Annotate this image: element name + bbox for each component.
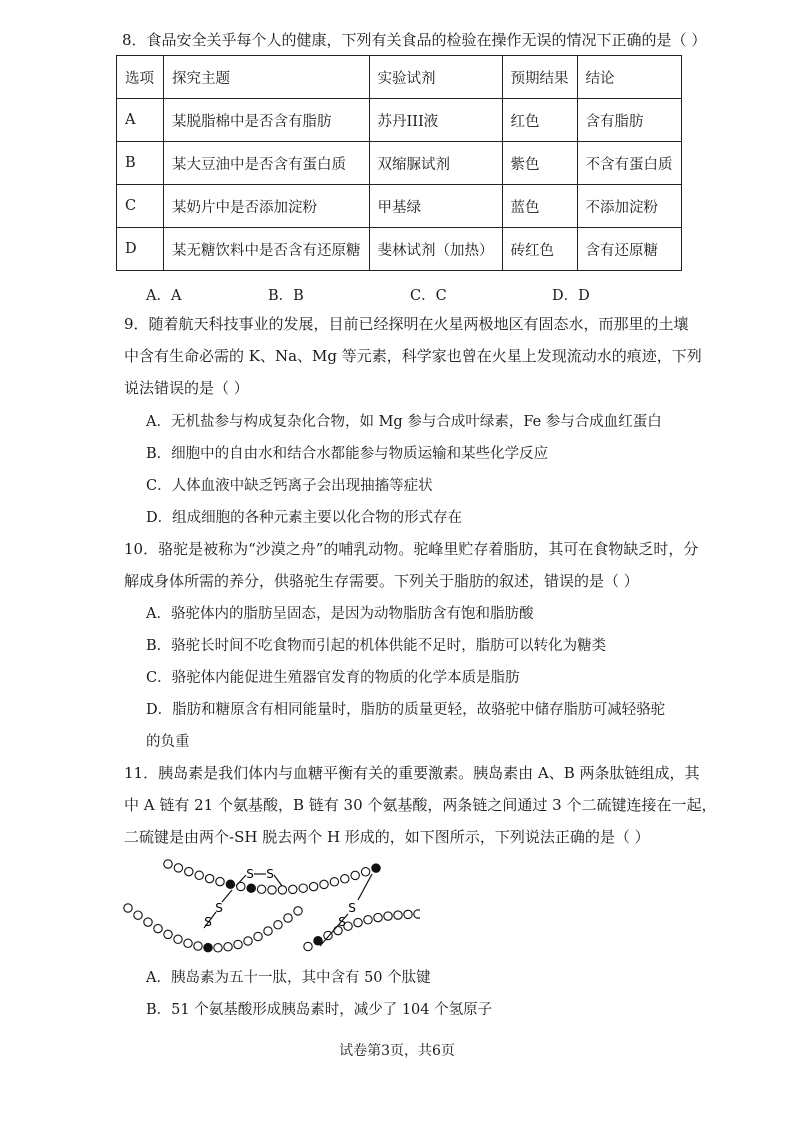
amino-acid-bead [154,924,162,932]
q10-option-b[interactable]: B．骆驼长时间不吃食物而引起的机体供能不足时，脂肪可以转化为糖类 [146,638,607,654]
amino-acid-bead [404,910,412,918]
amino-acid-bead [194,942,202,950]
q9-stem-line: 9．随着航天科技事业的发展，目前已经探明在火星两极地区有固态水，而那里的土壤 [124,315,689,333]
cysteine-bead [226,880,234,888]
q11-option-b[interactable]: B．51 个氨基酸形成胰岛素时，减少了 104 个氢原子 [146,1002,493,1018]
q9-stem-line: 说法错误的是（ ） [124,379,249,397]
q9-option-b[interactable]: B．细胞中的自由水和结合水都能参与物质运输和某些化学反应 [146,446,549,462]
table-cell: 苏丹III液 [369,99,502,142]
amino-acid-bead [244,937,252,945]
amino-acid-bead [299,884,307,892]
disulfide-s-label: S [204,915,212,929]
q11-stem-line: 二硫键是由两个-SH 脱去两个 H 形成的，如下图所示，下列说法正确的是（ ） [124,828,650,846]
amino-acid-bead [164,860,172,868]
table-header-cell: 结论 [577,56,681,99]
amino-acid-bead [268,886,276,894]
q11-option-a[interactable]: A．胰岛素为五十一肽，其中含有 50 个肽键 [146,970,431,986]
table-header-cell: 选项 [117,56,164,99]
insulin-chain-diagram [120,850,420,960]
amino-acid-bead [216,877,224,885]
table-header-cell: 实验试剂 [369,56,502,99]
table-cell: 含有还原糖 [577,228,681,271]
amino-acid-bead [374,913,382,921]
disulfide-s-label: S [338,915,346,929]
amino-acid-bead [184,939,192,947]
disulfide-s-label: S [215,901,223,915]
amino-acid-bead [224,943,232,951]
table-cell: D [117,228,164,271]
amino-acid-bead [134,911,142,919]
q9-option-c[interactable]: C．人体血液中缺乏钙离子会出现抽搐等症状 [146,478,433,494]
q10-option-a[interactable]: A．骆驼体内的脂肪呈固态，是因为动物脂肪含有饱和脂肪酸 [146,606,534,622]
amino-acid-bead [341,875,349,883]
table-cell: 斐林试剂（加热） [369,228,502,271]
table-cell: 不含有蛋白质 [577,142,681,185]
disulfide-s-label: S [246,867,254,881]
table-cell: 某脱脂棉中是否含有脂肪 [164,99,370,142]
amino-acid-bead [324,931,332,939]
q11-stem-line: 中 A 链有 21 个氨基酸，B 链有 30 个氨基酸，两条链之间通过 3 个二硫键连接在一起， [124,796,717,814]
cysteine-bead [204,943,212,951]
table-row [117,99,682,142]
q9-stem-line: 中含有生命必需的 K、Na、Mg 等元素，科学家也曾在火星上发现流动水的痕迹，下列 [124,347,702,365]
q8-option-a[interactable]: A．A [146,288,182,304]
q10-option-d[interactable]: D．脂肪和糖原含有相同能量时，脂肪的质量更轻，故骆驼中储存脂肪可减轻骆驼 [146,702,666,718]
table-cell: 某大豆油中是否含有蛋白质 [164,142,370,185]
amino-acid-bead [351,871,359,879]
amino-acid-bead [364,916,372,924]
amino-acid-bead [254,932,262,940]
q11-stem-line: 11．胰岛素是我们体内与血糖平衡有关的重要激素。胰岛素由 A、B 两条肽链组成，其 [124,764,700,782]
amino-acid-bead [309,882,317,890]
table-row [117,142,682,185]
table-cell: 红色 [502,99,577,142]
amino-acid-bead [330,878,338,886]
page-footer: 试卷第3页，共6页 [339,1043,455,1059]
q10-stem-line: 解成身体所需的养分，供骆驼生存需要。下列关于脂肪的叙述，错误的是（ ） [124,572,639,590]
amino-acid-bead [284,914,292,922]
amino-acid-bead [124,904,132,912]
b-chain [124,904,420,952]
amino-acid-bead [174,935,182,943]
amino-acid-bead [294,907,302,915]
amino-acid-bead [414,910,420,918]
amino-acid-bead [195,871,203,879]
q10-stem-line: 10．骆驼是被称为“沙漠之舟”的哺乳动物。驼峰里贮存着脂肪，其可在食物缺乏时，分 [124,540,699,558]
table-cell: 甲基绿 [369,185,502,228]
table-cell: 双缩脲试剂 [369,142,502,185]
table-cell: B [117,142,164,185]
table-cell: 紫色 [502,142,577,185]
amino-acid-bead [257,885,265,893]
amino-acid-bead [185,867,193,875]
amino-acid-bead [361,868,369,876]
amino-acid-bead [384,912,392,920]
q9-option-d[interactable]: D．组成细胞的各种元素主要以化合物的形式存在 [146,510,463,526]
q8-stem: 8．食品安全关乎每个人的健康，下列有关食品的检验在操作无误的情况下正确的是（ ） [122,31,707,49]
table-header-cell: 探究主题 [164,56,370,99]
q8-option-b[interactable]: B．B [268,288,304,304]
table-cell: 某奶片中是否添加淀粉 [164,185,370,228]
table-row [117,228,682,271]
table-cell: 某无糖饮料中是否含有还原糖 [164,228,370,271]
amino-acid-bead [278,886,286,894]
q10-option-d-continued: 的负重 [146,734,190,750]
amino-acid-bead [394,911,402,919]
amino-acid-bead [354,918,362,926]
cysteine-bead [372,864,380,872]
disulfide-s-label: S [266,867,274,881]
amino-acid-bead [144,918,152,926]
amino-acid-bead [205,874,213,882]
amino-acid-bead [264,927,272,935]
table-cell: 砖红色 [502,228,577,271]
amino-acid-bead [274,921,282,929]
disulfide-s-label: S [348,901,356,915]
table-cell: 不添加淀粉 [577,185,681,228]
table-cell: C [117,185,164,228]
q10-option-c[interactable]: C．骆驼体内能促进生殖器官发育的物质的化学本质是脂肪 [146,670,520,686]
table-header-row [117,56,682,99]
amino-acid-bead [234,940,242,948]
table-cell: 蓝色 [502,185,577,228]
amino-acid-bead [164,930,172,938]
amino-acid-bead [289,885,297,893]
amino-acid-bead [214,944,222,952]
q8-option-d[interactable]: D．D [552,288,590,304]
table-header-cell: 预期结果 [502,56,577,99]
table-row [117,185,682,228]
amino-acid-bead [320,880,328,888]
cysteine-bead [314,937,322,945]
q9-option-a[interactable]: A．无机盐参与构成复杂化合物，如 Mg 参与合成叶绿素，Fe 参与合成血红蛋白 [146,414,662,430]
cysteine-bead [247,884,255,892]
amino-acid-bead [174,864,182,872]
table-cell: 含有脂肪 [577,99,681,142]
q8-table [116,55,682,271]
table-cell: A [117,99,164,142]
amino-acid-bead [304,942,312,950]
q8-option-c[interactable]: C．C [410,288,447,304]
